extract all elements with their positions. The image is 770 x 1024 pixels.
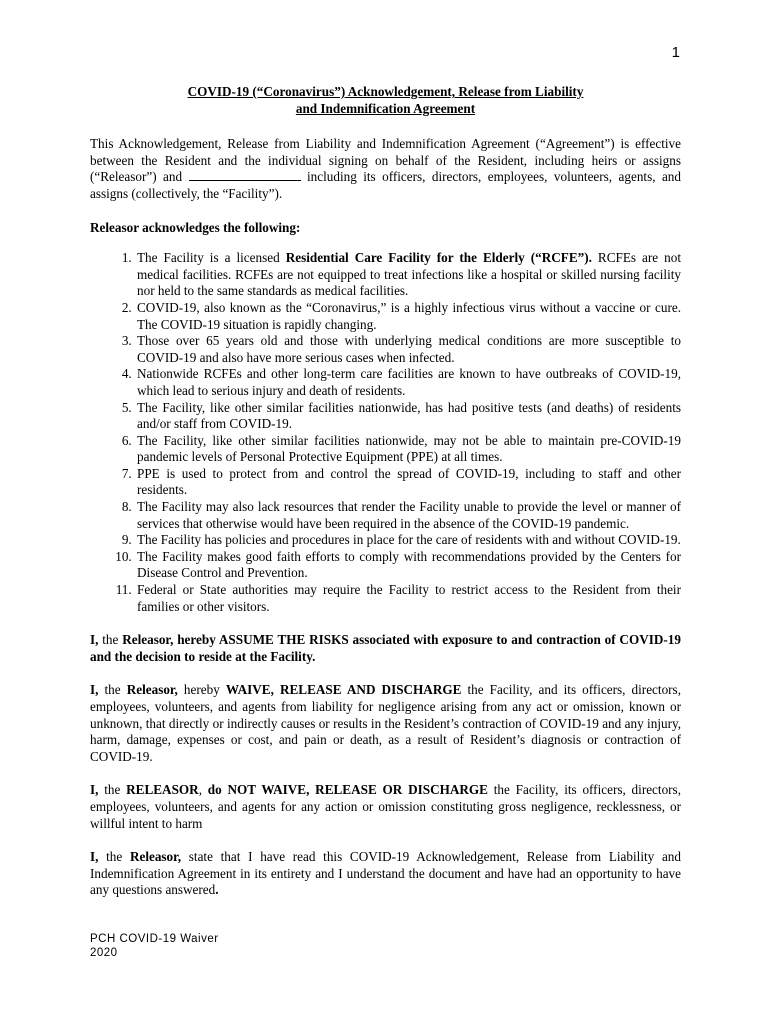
- intro-paragraph: [90, 136, 681, 202]
- list-item-bold: Residential Care Facility for the Elderly (“RCFE”).: [285, 250, 592, 266]
- read-rest: state that I have read this COVID-19 Acknowledgement, Release from Liability and Indemnification Agreement in its entirety and I understand the document and have had an opportunity to have any questions answered: [90, 849, 681, 898]
- waive-i: I,: [90, 682, 99, 698]
- not-waive-the: the: [98, 782, 127, 798]
- list-item-text: RCFEs are not medical facilities. RCFEs are not equipped to treat infections like a hospital or skilled nursing facility nor held to the same standards as medical facilities.: [137, 250, 681, 299]
- list-item: 3. Those over 65 years old and those with underlying medical conditions are more susceptible to COVID-19 and also have more serious cases when infected.: [135, 333, 681, 366]
- read-releasor: Releasor,: [129, 849, 182, 865]
- list-item: 8. The Facility may also lack resources that render the Facility unable to provide the level or manner of services that otherwise would have been required in the absence of the COVID-19 pandemic.: [135, 499, 681, 532]
- assume-risks-paragraph: [90, 632, 681, 665]
- assume-i: I,: [90, 632, 99, 648]
- waive-releasor: Releasor,: [126, 682, 178, 698]
- page-number: 1: [671, 44, 680, 61]
- waive-rest: the Facility, and its officers, directors, employees, volunteers, and agents from liability for negligence arising from any act or omission, known or unknown, that directly or indirectly causes or results in the Resident’s contraction of COVID-19 and any injury, harm, damage, expenses or cost, and pain or death, as a result of Resident’s diagnosis or contraction of COVID-19.: [90, 682, 681, 764]
- waive-paragraph: [90, 682, 681, 765]
- waive-hereby: hereby: [177, 682, 226, 698]
- not-waive-i: I,: [90, 782, 99, 798]
- assume-the: the: [98, 632, 123, 648]
- document-body: [90, 84, 681, 916]
- list-item: 2. COVID-19, also known as the “Coronavirus,” is a highly infectious virus without a vaccine or cure. The COVID-19 situation is rapidly changing.: [135, 300, 681, 333]
- not-waive-releasor: RELEASOR: [126, 782, 199, 798]
- title-line-1: COVID-19 (“Coronavirus”) Acknowledgement, Release from Liability: [187, 84, 584, 99]
- not-waive-bold: do NOT WAIVE, RELEASE OR DISCHARGE: [207, 782, 488, 798]
- footer-line-2: 2020: [90, 947, 118, 959]
- list-item: 9. The Facility has policies and procedures in place for the care of residents with and without COVID-19.: [135, 532, 681, 549]
- facility-name-blank[interactable]: [189, 169, 301, 181]
- read-paragraph: [90, 849, 681, 899]
- read-period: .: [215, 882, 219, 898]
- waive-the: the: [98, 682, 127, 698]
- list-item: 6. The Facility, like other similar facilities nationwide, may not be able to maintain pre-COVID-19 pandemic levels of Personal Protective Equipment (PPE) at all times.: [135, 433, 681, 466]
- list-item: 4. Nationwide RCFEs and other long-term care facilities are known to have outbreaks of COVID-19, which lead to serious injury and death of residents.: [135, 366, 681, 399]
- not-waive-paragraph: [90, 782, 681, 832]
- list-item-text: The Facility is a licensed: [137, 250, 286, 266]
- acknowledgement-list: [90, 250, 681, 615]
- document-footer: [90, 932, 219, 960]
- read-the: the: [98, 849, 130, 865]
- acknowledgement-heading: Releasor acknowledges the following:: [90, 219, 301, 235]
- title-line-2: and Indemnification Agreement: [295, 100, 476, 116]
- list-item: 11. Federal or State authorities may require the Facility to restrict access to the Resident from their families or other visitors.: [135, 582, 681, 615]
- list-item: 5. The Facility, like other similar facilities nationwide, has had positive tests (and deaths) of residents and/or staff from COVID-19.: [135, 400, 681, 433]
- footer-line-1: PCH COVID-19 Waiver: [90, 933, 219, 945]
- assume-bold: Releasor, hereby ASSUME THE RISKS associated with exposure to and contraction of COVID-19 and the decision to reside at the Facility.: [90, 632, 681, 664]
- not-waive-comma: ,: [198, 782, 208, 798]
- list-item: [135, 250, 681, 300]
- not-waive-rest: the Facility, its officers, directors, employees, volunteers, and agents for any action or omission constituting gross negligence, recklessness, or willful intent to harm: [90, 782, 681, 831]
- list-item: 7. PPE is used to protect from and control the spread of COVID-19, including to staff and other residents.: [135, 466, 681, 499]
- waive-bold: WAIVE, RELEASE AND DISCHARGE: [225, 682, 462, 698]
- list-item: 10. The Facility makes good faith efforts to comply with recommendations provided by the Centers for Disease Control and Prevention.: [135, 549, 681, 582]
- read-i: I,: [90, 849, 99, 865]
- intro-text: This Acknowledgement, Release from Liability and Indemnification Agreement (“Agreement”) is effective between the Resident and the individual signing on behalf of the Resident, including heirs or assigns (“Releasor”) and: [90, 136, 681, 185]
- document-title: [90, 84, 681, 117]
- intro-text-cont: including its officers, directors, employees, volunteers, agents, and assigns (collectively, the “Facility”).: [90, 169, 681, 201]
